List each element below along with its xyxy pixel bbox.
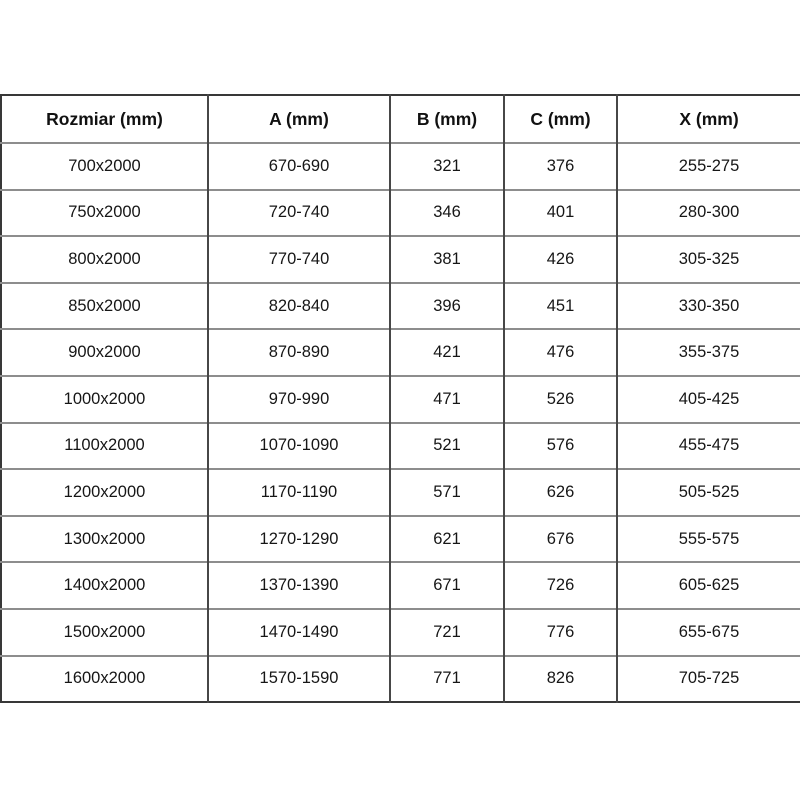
column-header: X (mm)	[617, 95, 800, 143]
table-cell: 655-675	[617, 609, 800, 656]
table-cell: 970-990	[208, 376, 390, 423]
table-cell: 476	[504, 329, 617, 376]
table-cell: 346	[390, 190, 504, 237]
table-cell: 626	[504, 469, 617, 516]
table-cell: 1570-1590	[208, 656, 390, 703]
table-cell: 671	[390, 562, 504, 609]
table-cell: 800x2000	[1, 236, 208, 283]
table-body	[1, 143, 800, 702]
table-row	[1, 562, 800, 609]
table-row	[1, 376, 800, 423]
table-cell: 321	[390, 143, 504, 190]
table-cell: 820-840	[208, 283, 390, 330]
table-cell: 521	[390, 423, 504, 470]
table-cell: 576	[504, 423, 617, 470]
table-header	[1, 95, 800, 143]
table-cell: 700x2000	[1, 143, 208, 190]
table-cell: 376	[504, 143, 617, 190]
table-cell: 451	[504, 283, 617, 330]
table-cell: 750x2000	[1, 190, 208, 237]
table-row	[1, 469, 800, 516]
table-cell: 605-625	[617, 562, 800, 609]
table-cell: 1600x2000	[1, 656, 208, 703]
table-cell: 355-375	[617, 329, 800, 376]
table-cell: 381	[390, 236, 504, 283]
table-cell: 401	[504, 190, 617, 237]
column-header: Rozmiar (mm)	[46, 108, 163, 129]
table-cell: 770-740	[208, 236, 390, 283]
table-row	[1, 190, 800, 237]
table-header-row	[1, 95, 800, 143]
table-cell: 826	[504, 656, 617, 703]
table-cell: 1070-1090	[208, 423, 390, 470]
table-cell: 526	[504, 376, 617, 423]
table-cell: 555-575	[617, 516, 800, 563]
table-cell: 426	[504, 236, 617, 283]
table-cell: 1000x2000	[1, 376, 208, 423]
table-cell: 396	[390, 283, 504, 330]
table-row	[1, 143, 800, 190]
column-header: C (mm)	[504, 95, 617, 143]
table-cell: 255-275	[617, 143, 800, 190]
table-cell: 726	[504, 562, 617, 609]
table-cell: 1300x2000	[1, 516, 208, 563]
table-cell: 330-350	[617, 283, 800, 330]
table-cell: 870-890	[208, 329, 390, 376]
table-cell: 1270-1290	[208, 516, 390, 563]
table-row	[1, 656, 800, 703]
size-dimensions-table	[0, 94, 800, 703]
table-cell: 1100x2000	[1, 423, 208, 470]
table-cell: 471	[390, 376, 504, 423]
table-cell: 1500x2000	[1, 609, 208, 656]
table-row	[1, 423, 800, 470]
table-cell: 455-475	[617, 423, 800, 470]
table-row	[1, 516, 800, 563]
table-cell: 720-740	[208, 190, 390, 237]
table-row	[1, 609, 800, 656]
table-cell: 721	[390, 609, 504, 656]
table-cell: 1200x2000	[1, 469, 208, 516]
table-cell: 1170-1190	[208, 469, 390, 516]
table-cell: 421	[390, 329, 504, 376]
table-cell: 771	[390, 656, 504, 703]
table-row	[1, 236, 800, 283]
table-cell: 621	[390, 516, 504, 563]
table-cell: 1370-1390	[208, 562, 390, 609]
column-header: A (mm)	[208, 95, 390, 143]
table-row	[1, 283, 800, 330]
table-cell: 670-690	[208, 143, 390, 190]
table-cell: 676	[504, 516, 617, 563]
table-cell: 1470-1490	[208, 609, 390, 656]
table-cell: 571	[390, 469, 504, 516]
table-cell: 280-300	[617, 190, 800, 237]
table-cell: 405-425	[617, 376, 800, 423]
table-cell: 1400x2000	[1, 562, 208, 609]
table-cell: 705-725	[617, 656, 800, 703]
table-cell: 776	[504, 609, 617, 656]
table-cell: 305-325	[617, 236, 800, 283]
table-cell: 505-525	[617, 469, 800, 516]
table-cell: 900x2000	[1, 329, 208, 376]
column-header: B (mm)	[390, 95, 504, 143]
table-row	[1, 329, 800, 376]
table-cell: 850x2000	[1, 283, 208, 330]
